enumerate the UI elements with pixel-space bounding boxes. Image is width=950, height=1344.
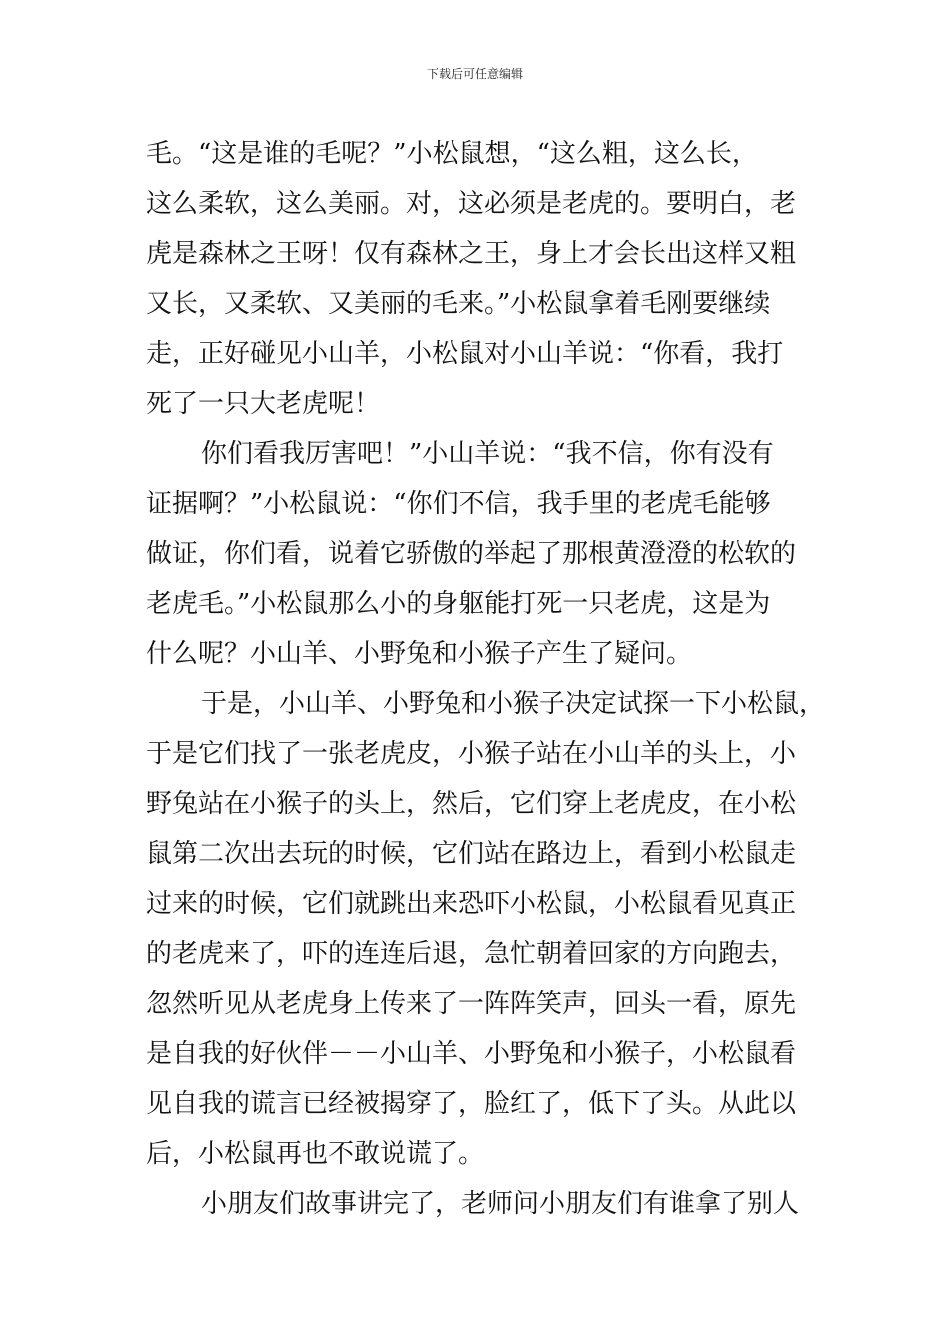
text-line: 死了一只大老虎呢！ [146,389,381,419]
text-line: 的老虎来了，吓的连连后退，急忙朝着回家的方向跑去， [146,939,797,969]
text-line: 野兔站在小猴子的头上，然后，它们穿上老虎皮，在小松 [146,789,797,819]
text-line: 后，小松鼠再也不敢说谎了。 [146,1139,485,1169]
text-line: 忽然听见从老虎身上传来了一阵阵笑声，回头一看，原先 [146,989,797,1019]
text-line: 鼠第二次出去玩的时候，它们站在路边上，看到小松鼠走 [146,839,797,869]
text-line: 过来的时候，它们就跳出来恐吓小松鼠，小松鼠看见真正 [146,889,797,919]
text-line: 什么呢？小山羊、小野兔和小猴子产生了疑问。 [146,639,693,669]
text-line: 证据啊？”小松鼠说：“你们不信，我手里的老虎毛能够 [146,489,771,519]
paragraph-start-line: 你们看我厉害吧！”小山羊说：“我不信，你有没有 [201,439,774,469]
page-header: 下载后可任意编辑 [426,67,523,81]
text-line: 虎是森林之王呀！仅有森林之王，身上才会长出这样又粗 [146,239,797,269]
text-line: 老虎毛。”小松鼠那么小的身躯能打死一只老虎，这是为 [146,589,771,619]
paragraph-start-line: 于是，小山羊、小野兔和小猴子决定试探一下小松鼠， [201,689,826,719]
text-line: 走，正好碰见小山羊，小松鼠对小山羊说：“你看，我打 [146,339,784,369]
story-text [146,129,836,1229]
text-line: 毛。“这是谁的毛呢？”小松鼠想，“这么粗，这么长， [146,139,758,169]
text-line: 是自我的好伙伴－－小山羊、小野兔和小猴子，小松鼠看 [146,1039,797,1069]
text-line: 于是它们找了一张老虎皮，小猴子站在小山羊的头上，小 [146,739,797,769]
text-line: 又长，又柔软、又美丽的毛来。”小松鼠拿着毛刚要继续 [146,289,771,319]
text-line: 这么柔软，这么美丽。对，这必须是老虎的。要明白，老 [146,189,797,219]
paragraph-start-line: 小朋友们故事讲完了，老师问小朋友们有谁拿了别人 [201,1189,800,1219]
text-line: 见自我的谎言已经被揭穿了，脸红了，低下了头。从此以 [146,1089,797,1119]
text-line: 做证，你们看，说着它骄傲的举起了那根黄澄澄的松软的 [146,539,797,569]
